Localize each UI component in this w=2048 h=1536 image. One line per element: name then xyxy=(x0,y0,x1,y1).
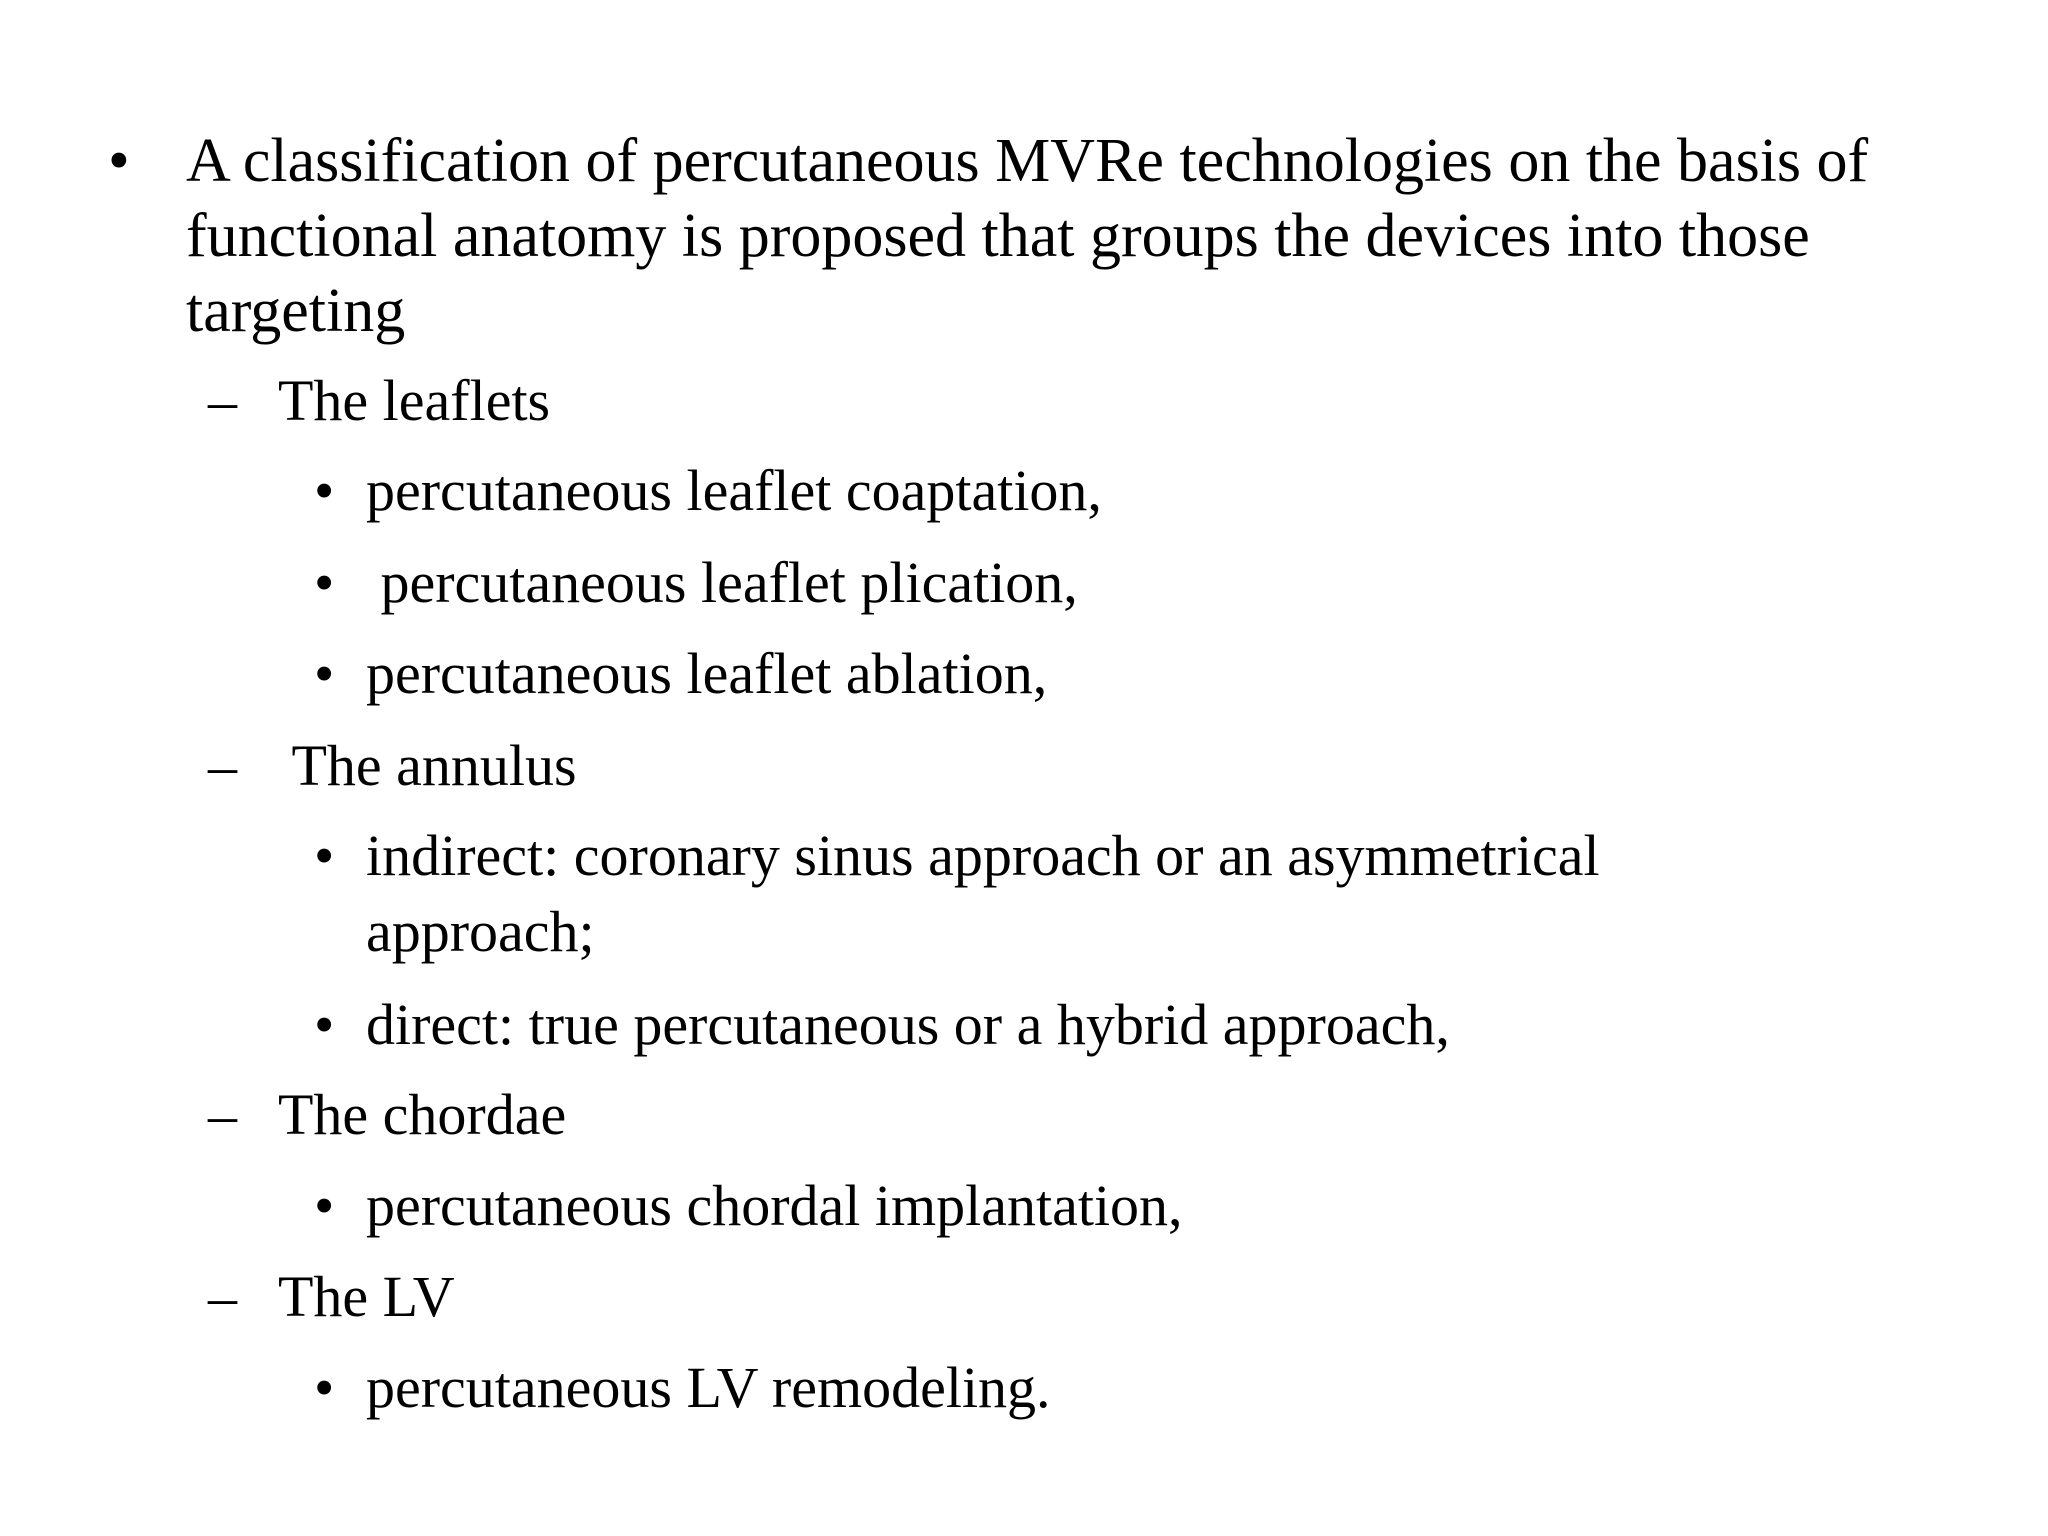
list-item: percutaneous LV remodeling. xyxy=(366,1355,1051,1420)
sub-bullet-marker: • xyxy=(314,992,335,1057)
list-item: direct: true percutaneous or a hybrid approach, xyxy=(366,992,1450,1057)
list-item-continuation: approach; xyxy=(366,899,595,964)
group-label-annulus: The annulus xyxy=(278,733,577,798)
dash-marker: – xyxy=(208,368,237,433)
sub-bullet-marker: • xyxy=(314,823,335,888)
group-label-leaflets: The leaflets xyxy=(278,368,551,433)
group-label-chordae: The chordae xyxy=(278,1082,567,1147)
intro-line-1: A classification of percutaneous MVRe technologies on the basis of xyxy=(186,127,1869,195)
dash-marker: – xyxy=(208,733,237,798)
dash-marker: – xyxy=(208,1264,237,1329)
intro-line-3: targeting xyxy=(186,277,406,345)
dash-marker: – xyxy=(208,1082,237,1147)
intro-line-2: functional anatomy is proposed that groups the devices into those xyxy=(186,202,1810,270)
list-item: percutaneous chordal implantation, xyxy=(366,1173,1183,1238)
group-label-lv: The LV xyxy=(278,1264,455,1329)
sub-bullet-marker: • xyxy=(314,641,335,706)
sub-bullet-marker: • xyxy=(314,1173,335,1238)
list-item: percutaneous leaflet ablation, xyxy=(366,641,1048,706)
sub-bullet-marker: • xyxy=(314,1355,335,1420)
list-item: percutaneous leaflet plication, xyxy=(366,550,1078,615)
sub-bullet-marker: • xyxy=(314,550,335,615)
list-item: indirect: coronary sinus approach or an asymmetrical xyxy=(366,823,1600,888)
list-item: percutaneous leaflet coaptation, xyxy=(366,458,1102,523)
sub-bullet-marker: • xyxy=(314,458,335,523)
bullet-marker: • xyxy=(108,127,130,195)
